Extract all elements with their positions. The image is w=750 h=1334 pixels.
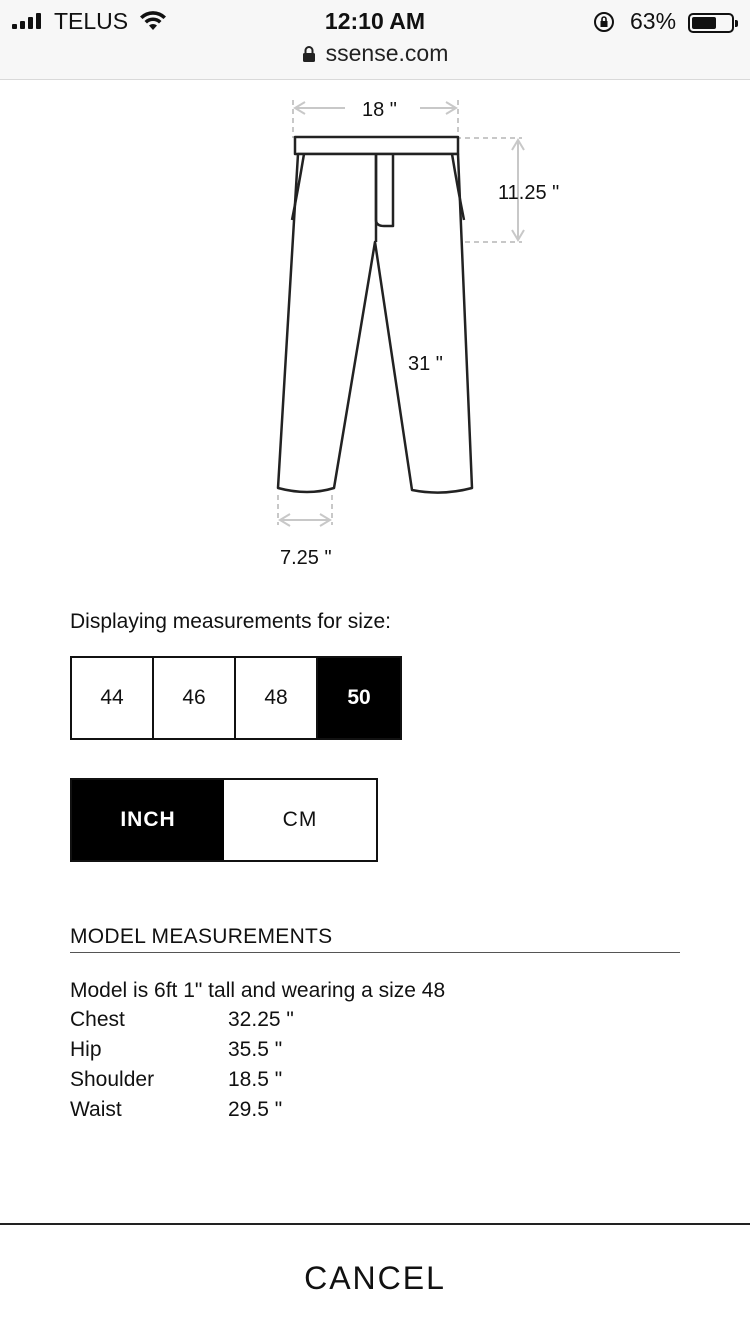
model-measurements-list [70, 1008, 294, 1128]
measurement-value: 18.5 " [228, 1068, 283, 1091]
size-option-44[interactable]: 44 [72, 658, 154, 738]
browser-chrome [0, 0, 750, 80]
battery-icon [688, 13, 734, 33]
padlock-icon [302, 45, 316, 63]
unit-inch-button[interactable]: INCH [72, 780, 224, 860]
size-selector [70, 656, 402, 740]
measurement-value: 29.5 " [228, 1098, 283, 1121]
footer-divider [0, 1223, 750, 1225]
status-bar [0, 6, 750, 36]
pants-diagram [260, 90, 580, 570]
model-summary: Model is 6ft 1" tall and wearing a size 48 [70, 979, 446, 1002]
measurement-row [70, 1038, 294, 1068]
pants-illustration [260, 90, 580, 570]
url-bar[interactable] [0, 40, 750, 67]
cancel-button[interactable]: CANCEL [0, 1260, 750, 1297]
measurement-row [70, 1098, 294, 1128]
measurement-row [70, 1068, 294, 1098]
waist-width-label: 18 " [362, 99, 397, 121]
size-option-50[interactable]: 50 [318, 658, 400, 738]
url-text: ssense.com [325, 40, 449, 66]
inseam-label: 31 " [408, 353, 443, 375]
unit-cm-button[interactable]: CM [224, 780, 376, 860]
clock: 12:10 AM [324, 8, 426, 34]
model-measurements-title: MODEL MEASUREMENTS [70, 925, 333, 948]
carrier-name: TELUS [54, 8, 129, 34]
rise-label: 11.25 " [498, 182, 560, 204]
measurement-label: Chest [70, 1008, 125, 1031]
rotation-lock-icon [592, 10, 616, 34]
size-option-46[interactable]: 46 [154, 658, 236, 738]
leg-opening-label: 7.25 " [280, 547, 332, 569]
size-selector-label: Displaying measurements for size: [70, 610, 391, 633]
battery-percentage: 63% [630, 8, 677, 34]
size-option-48[interactable]: 48 [236, 658, 318, 738]
measurement-value: 32.25 " [228, 1008, 294, 1031]
unit-toggle [70, 778, 378, 862]
measurement-label: Waist [70, 1098, 122, 1121]
measurement-label: Shoulder [70, 1068, 155, 1091]
measurement-label: Hip [70, 1038, 102, 1061]
section-divider [70, 952, 680, 953]
measurement-value: 35.5 " [228, 1038, 283, 1061]
measurement-row [70, 1008, 294, 1038]
